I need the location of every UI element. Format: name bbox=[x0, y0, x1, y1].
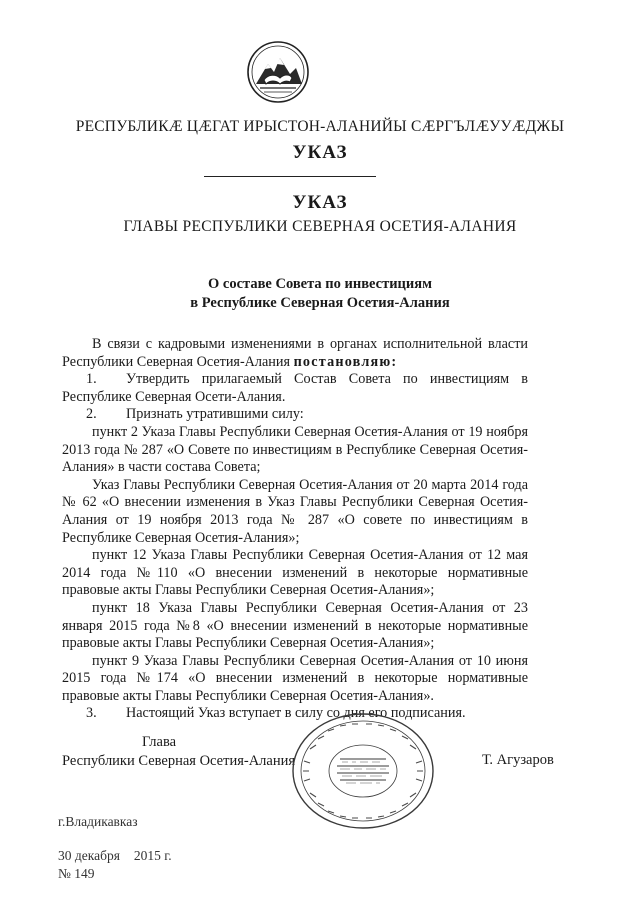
item-2 bbox=[62, 406, 528, 424]
head-of-republic-line: ГЛАВЫ РЕСПУБЛИКИ СЕВЕРНАЯ ОСЕТИЯ-АЛАНИЯ bbox=[123, 218, 517, 235]
item-1-number: 1. bbox=[86, 371, 97, 388]
intro-text: В связи с кадровыми изменениями в органах исполнительной власти Республики Северная Осетия-Алания bbox=[62, 336, 528, 370]
item-1 bbox=[62, 371, 528, 406]
header-divider bbox=[204, 176, 376, 177]
ukaz-heading: УКАЗ bbox=[292, 192, 348, 213]
item-2-text: Признать утратившими силу: bbox=[126, 406, 304, 423]
official-stamp-icon bbox=[290, 711, 436, 831]
item-3-text: Настоящий Указ вступает в силу со дня его подписания. bbox=[126, 705, 466, 722]
decree-number: № 149 bbox=[58, 866, 95, 881]
signatory-title-line-1: Глава bbox=[142, 734, 177, 750]
sub-item-3: пункт 12 Указа Главы Республики Северная Осетия-Алания от 12 мая 2014 года №110 «О внесении изменений в некоторые нормативные правовые акты Главы Республики Северная Осетия-Алания»; bbox=[62, 547, 528, 599]
signatory-name: Т. Агузаров bbox=[482, 752, 554, 768]
sub-item-1: пункт 2 Указа Главы Республики Северная Осетия-Алания от 19 ноября 2013 года № 287 «О Совете по инвестициям в Республике Северная Осетия-Алания» в части состава Совета; bbox=[62, 423, 528, 476]
item-1-text: Утвердить прилагаемый Состав Совета по инвестициям в Республике Северная Осети-Алания. bbox=[62, 371, 528, 405]
city: г.Владикавказ bbox=[58, 814, 138, 829]
decree-title bbox=[0, 275, 640, 313]
decree-date bbox=[58, 848, 172, 864]
item-3-number: 3. bbox=[86, 705, 97, 722]
coat-of-arms-emblem-icon bbox=[246, 40, 310, 104]
sub-item-2: Указ Главы Республики Северная Осетия-Алания от 20 марта 2014 года № 62 «О внесении изменения в Указ Главы Республики Северная Осетия-Алания от 19 ноября 2013 года № 287 «О совете по инвестициям в Республике Северная Осетия-Алания»; bbox=[62, 476, 528, 546]
decree-body bbox=[62, 336, 528, 723]
signatory-title-line-2: Республики Северная Осетия-Алания bbox=[62, 753, 296, 769]
ukaz-heading-ossetian: УКАЗ bbox=[292, 142, 348, 163]
sub-item-4: пункт 18 Указа Главы Республики Северная Осетия-Алания от 23 января 2015 года №8 «О внесении изменений в некоторые нормативные правовые акты Главы Республики Северная Осетия-Алания»; bbox=[62, 599, 528, 652]
decree-date-year: 2015 г. bbox=[133, 848, 172, 863]
item-2-number: 2. bbox=[86, 406, 97, 423]
decree-title-line-1: О составе Совета по инвестициям bbox=[208, 276, 432, 292]
decree-word: постановляю: bbox=[293, 353, 398, 370]
intro-paragraph bbox=[62, 336, 528, 371]
signatory-title bbox=[62, 733, 295, 771]
decree-date-day-month: 30 декабря bbox=[58, 848, 120, 863]
republic-header-line: РЕСПУБЛИКӔ ЦӔГАТ ИРЫСТОН-АЛАНИЙЫ СӔРГЪЛӔУУӔДЖЫ bbox=[75, 118, 565, 135]
decree-title-line-2: в Республике Северная Осетия-Алания bbox=[190, 295, 450, 311]
sub-item-5: пункт 9 Указа Главы Республики Северная Осетия-Алания от 10 июня 2015 года №174 «О внесении изменений в некоторые нормативные правовые акты Главы Республики Северная Осетия-Алания». bbox=[62, 652, 528, 704]
